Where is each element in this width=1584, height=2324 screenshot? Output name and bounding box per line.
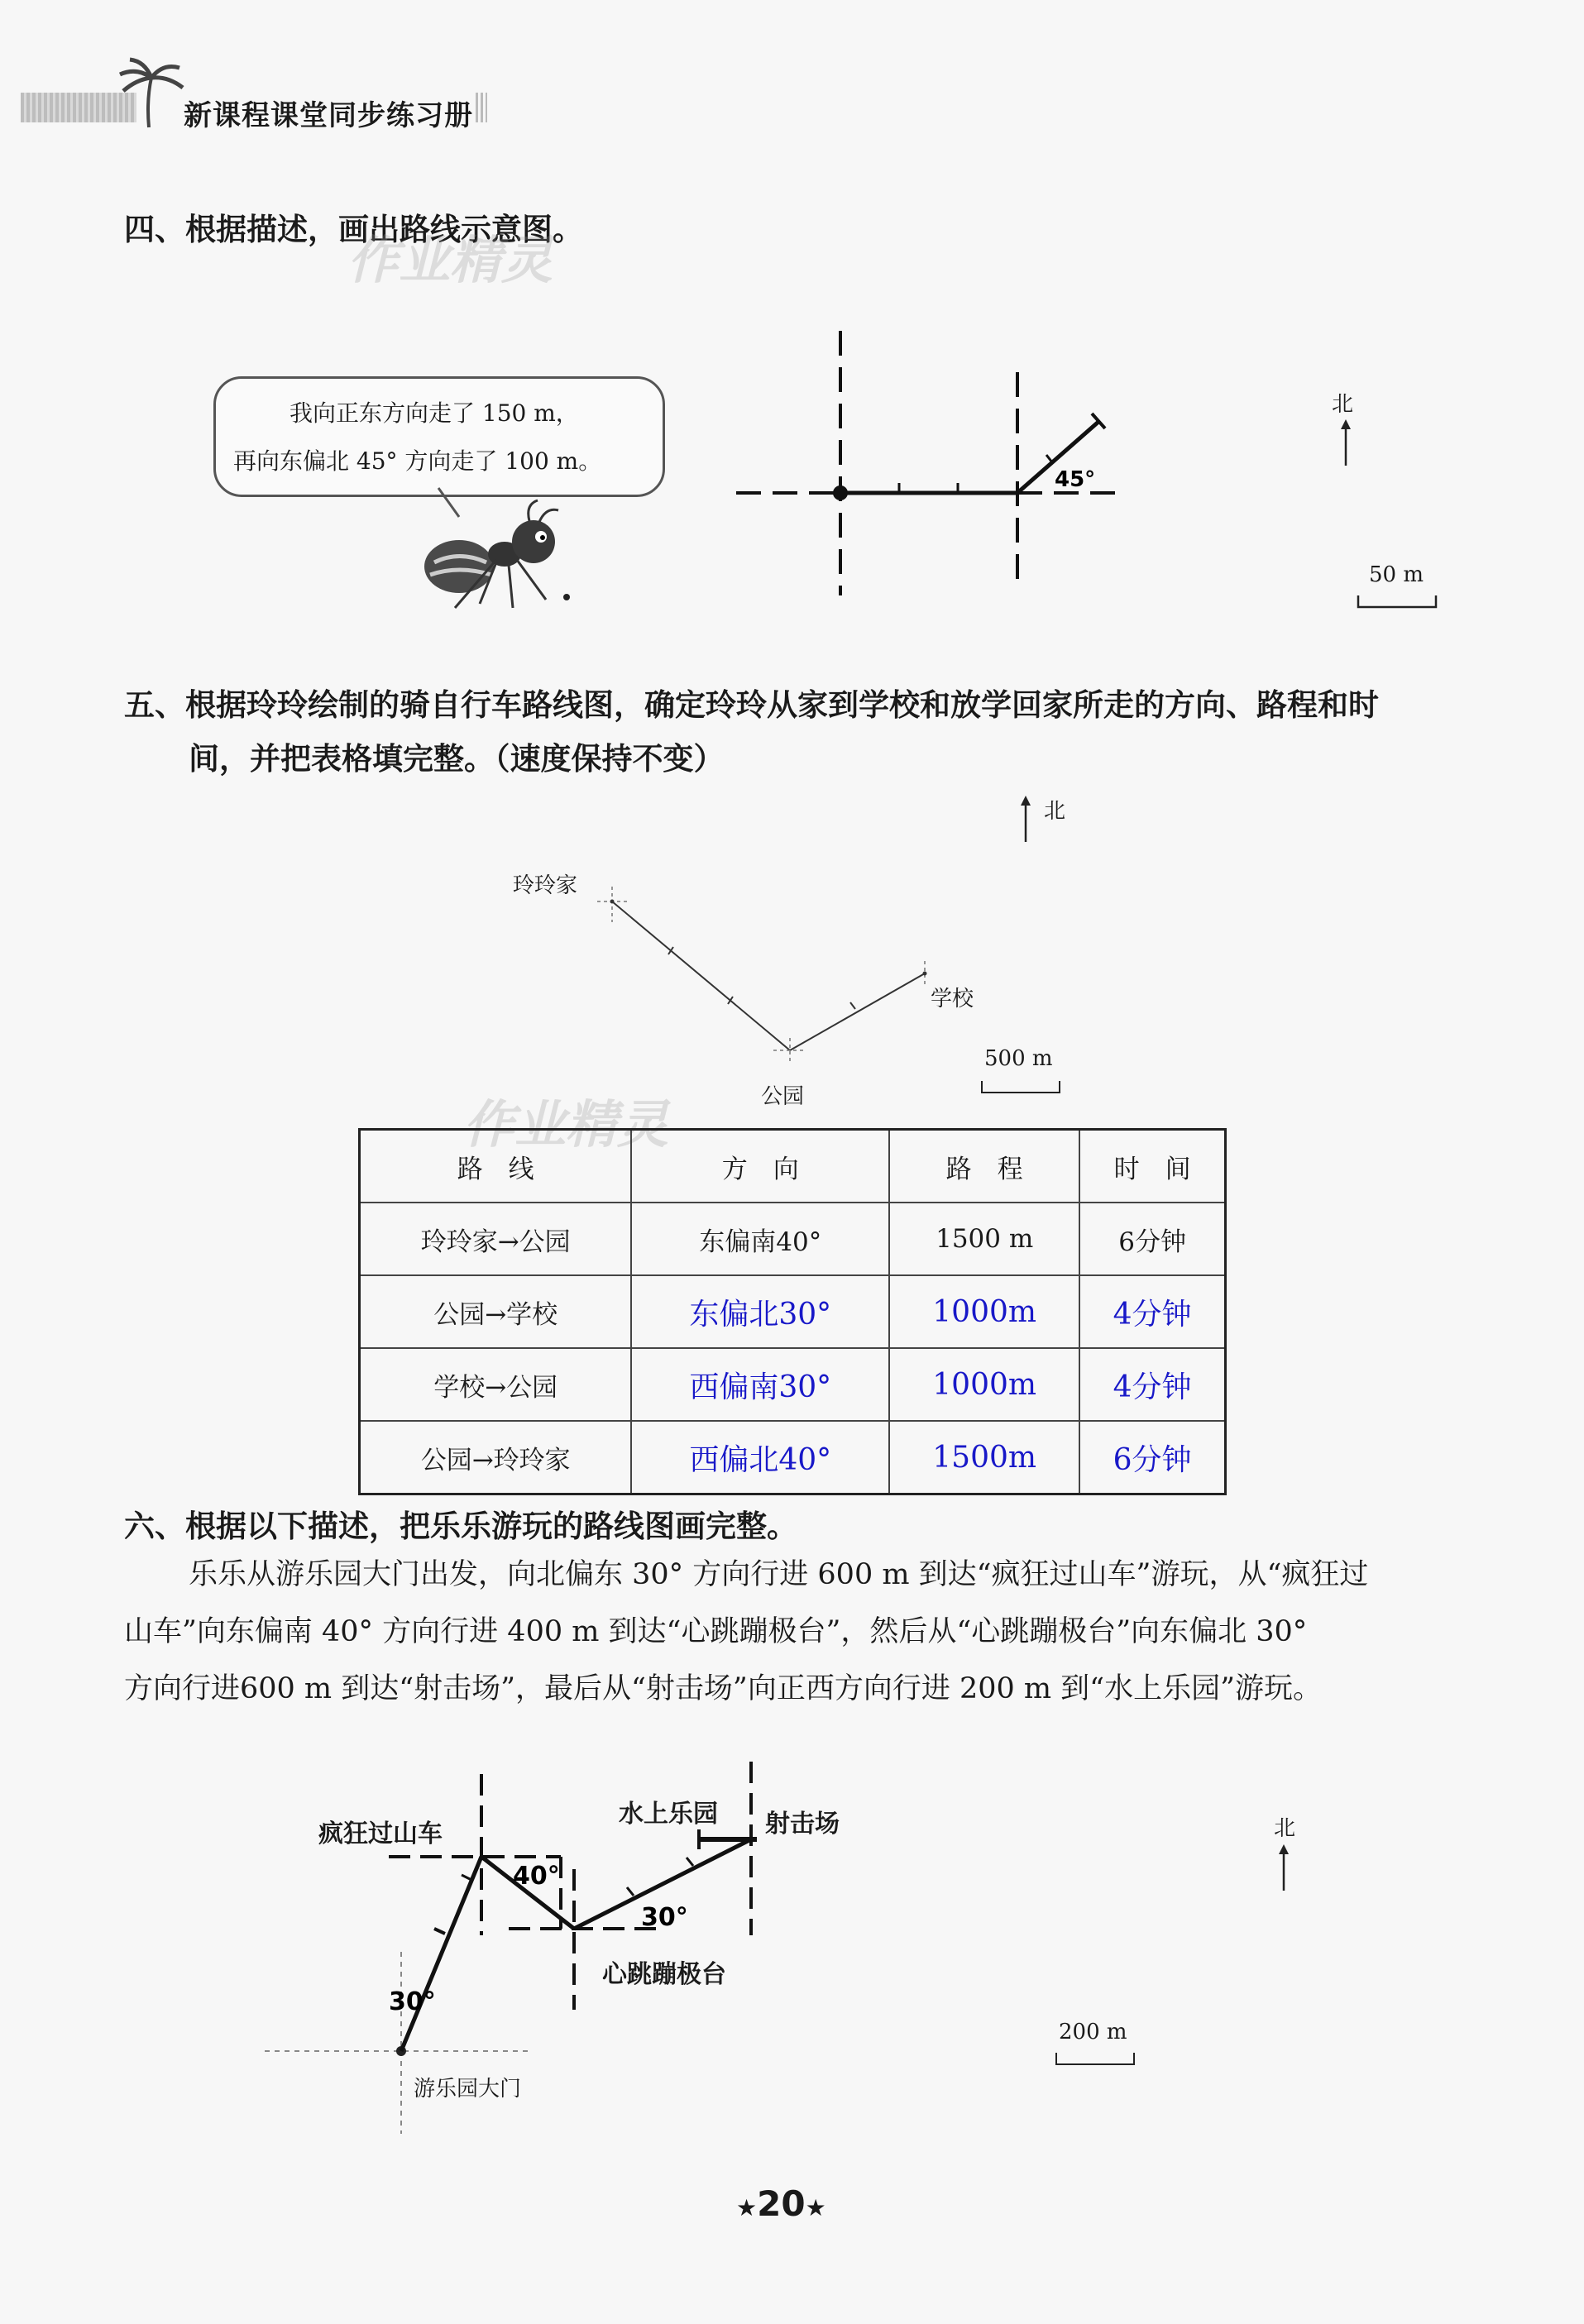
star-icon: ★ [805,2194,826,2221]
angle-40-label: 40° [513,1862,560,1891]
bungee-label: 心跳蹦极台 [602,1960,726,1989]
cell-route: 公园→玲玲家 [360,1421,632,1494]
north-arrow-icon [1017,794,1034,844]
table-header-row [360,1130,1226,1203]
section5-title-line2: 间，并把表格填完整。（速度保持不变） [189,741,725,777]
page-number-value: 20 [757,2183,806,2224]
bike-route-map [596,885,943,1067]
header-end-bar [476,93,487,122]
home-park-route [612,901,790,1050]
answer-time: 6分钟 [1079,1421,1225,1494]
section4-route-diagram [736,331,1133,604]
palm-tree-icon [112,55,186,129]
scale-label-6: 200 m [1059,2020,1127,2044]
header-distance: 路 程 [889,1130,1079,1203]
answer-distance: 1000m [889,1348,1079,1421]
north-label-5: 北 [1044,799,1066,824]
section6-para-line2: 山车”向东偏南 40° 方向行进 400 m 到达“心跳蹦极台”，然后从“心跳蹦极台”向东偏北 30° [124,1615,1308,1648]
angle-30-gate-label: 30° [389,1987,436,2016]
school-label: 学校 [931,987,974,1011]
cell-route: 公园→学校 [360,1275,632,1348]
scale-bar [1357,594,1439,612]
cell-distance: 1500 m [889,1203,1079,1275]
gate-label: 游乐园大门 [414,2077,522,2102]
section6-para-line3: 方向行进600 m 到达“射击场”，最后从“射击场”向正西方向行进 200 m 到“水上乐园”游玩。 [124,1672,1322,1705]
table-row [360,1275,1226,1348]
route-table [358,1128,1227,1495]
cell-route: 玲玲家→公园 [360,1203,632,1275]
speech-bubble [213,376,665,497]
park-label: 公园 [761,1084,805,1109]
speech-line-1: 我向正东方向走了 150 m， [290,399,579,427]
north-arrow-icon [1338,418,1354,467]
angle-45-label: 45° [1055,467,1096,492]
answer-time: 4分钟 [1079,1275,1225,1348]
start-point [833,485,848,500]
table-row [360,1203,1226,1275]
section4-title: 四、根据描述，画出路线示意图。 [124,212,583,247]
section6-para-line1: 乐乐从游乐园大门出发，向北偏东 30° 方向行进 600 m 到达“疯狂过山车”游玩，从“疯狂过 [189,1558,1369,1591]
page-number [736,2183,826,2224]
shooting-range-label: 射击场 [765,1810,840,1839]
header-direction: 方 向 [631,1130,889,1203]
star-icon: ★ [736,2194,758,2221]
speech-line-2: 再向东偏北 45° 方向走了 100 m。 [233,447,602,475]
table-row [360,1421,1226,1494]
angle-30-bungee-label: 30° [641,1903,688,1932]
coaster-label: 疯狂过山车 [318,1820,443,1848]
cell-direction: 东偏南40° [631,1203,889,1275]
gate-coaster-route [401,1857,481,2051]
park-school-route [790,973,925,1050]
answer-direction: 西偏北40° [631,1421,889,1494]
answer-time: 4分钟 [1079,1348,1225,1421]
scale-bar [1055,2051,1137,2069]
header-title: 新课程课堂同步练习册 [184,99,473,132]
answer-distance: 1500m [889,1421,1079,1494]
answer-direction: 东偏北30° [631,1275,889,1348]
water-park-label: 水上乐园 [619,1800,718,1829]
answer-direction: 西偏南30° [631,1348,889,1421]
scale-bar [980,1079,1063,1097]
watermark-text: 作业精灵 [463,1094,669,1155]
cell-route: 学校→公园 [360,1348,632,1421]
table-row [360,1348,1226,1421]
answer-distance: 1000m [889,1275,1079,1348]
scale-label-5: 500 m [984,1046,1053,1071]
cell-time: 6分钟 [1079,1203,1225,1275]
scale-label-4: 50 m [1369,562,1424,587]
north-label-6: 北 [1274,1816,1296,1841]
north-label-4: 北 [1332,392,1354,417]
home-label: 玲玲家 [513,873,578,898]
north-arrow-icon [1275,1843,1292,1892]
header-time: 时 间 [1079,1130,1225,1203]
tick-mark [1046,455,1052,462]
ant-illustration [389,484,587,624]
watermark-text: 作业精灵 [347,230,553,290]
section6-title: 六、根据以下描述，把乐乐游玩的路线图画完整。 [124,1509,797,1544]
header-route: 路 线 [360,1130,632,1203]
section5-title-line1: 五、根据玲玲绘制的骑自行车路线图，确定玲玲从家到学校和放学回家所走的方向、路程和时 [124,687,1379,723]
